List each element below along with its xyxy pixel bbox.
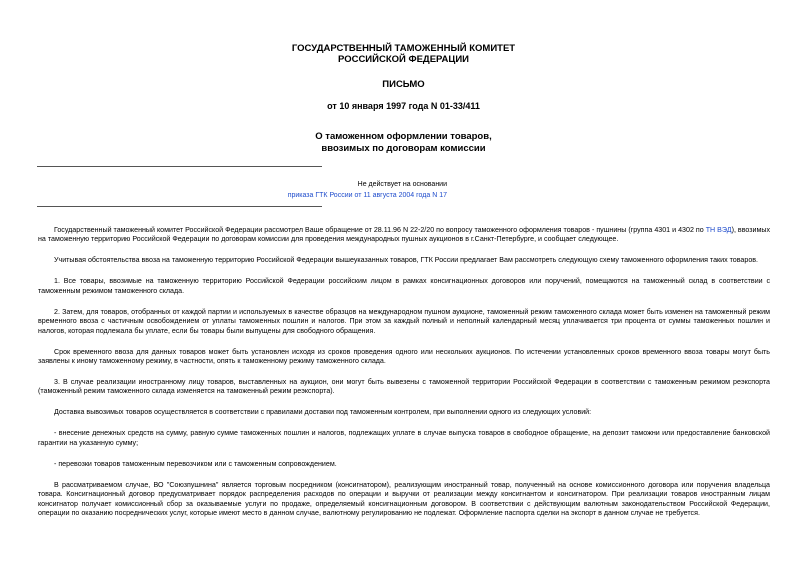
paragraph-intro-text: Государственный таможенный комитет Российской Федерации рассмотрел Ваше обращение от 28.11.96 N 22-2/20 по вопросу таможенного оформления товаров - пушнины (группа 4301 и 4302 по <box>54 226 706 234</box>
status-text: Не действует на основании <box>357 181 447 188</box>
paragraph-intro <box>38 226 770 245</box>
paragraph-temporary-import: Срок временного ввоза для данных товаров может быть установлен исходя из сроков проведения одного или нескольких аукционов. По истечении установленных сроков временного ввоза товары могут быть заявлены к иному таможенному режиму, в частности, опять к таможенному режиму таможенного склада. <box>38 347 770 366</box>
document-subject <box>0 131 807 154</box>
tn-ved-link[interactable]: ТН ВЭД <box>705 226 732 234</box>
subject-line-2: ввозимых по договорам комиссии <box>321 142 486 154</box>
divider-top <box>37 166 322 167</box>
paragraph-item-2: 2. Затем, для товаров, отобранных от каждой партии и используемых в качестве образцов на международном пушном аукционе, таможенный режим таможенного склада может быть изменен на таможенный режим временного ввоза с частичным освобождением от уплаты таможенных пошлин и налогов. При этом за каждый полный и неполный календарный месяц уплачивается три процента от суммы таможенных пошлин и налогов, которая подлежала бы уплате, если бы товары были выпущены для свободного обращения. <box>38 307 770 335</box>
paragraph-scheme: Учитывая обстоятельства ввоза на таможенную территорию Российской Федерации вышеуказанных товаров, ГТК России предлагает Вам рассмотреть следующую схему таможенного оформления таких товаров. <box>54 256 759 265</box>
document-type: ПИСЬМО <box>382 79 425 90</box>
issuer-line-1: ГОСУДАРСТВЕННЫЙ ТАМОЖЕННЫЙ КОМИТЕТ <box>291 43 516 54</box>
letter-body <box>38 226 770 530</box>
paragraph-condition-carrier: - перевозки товаров таможенным перевозчиком или с таможенным сопровождением. <box>54 459 337 468</box>
paragraph-condition-deposit: - внесение денежных средств на сумму, равную сумме таможенных пошлин и налогов, подлежащих уплате в случае выпуска товаров в свободное обращение, на депозит таможни или предоставление банковской гарантии на указанную сумму; <box>38 429 770 447</box>
paragraph-delivery: Доставка вывозимых товаров осуществляется в соответствии с правилами доставки под таможенным контролем, при выполнении одного из следующих условий: <box>54 408 592 417</box>
paragraph-item-3: 3. В случае реализации иностранному лицу товаров, выставленных на аукцион, они могут быть вывезены с таможенной территории Российской Федерации в соответствии с таможенным режимом реэкспорта (таможенный режим таможенного склада изменяется на таможенный режим реэкспорта). <box>38 378 770 396</box>
paragraph-intro-text-end: ), ввозимых на таможенную территорию Российской Федерации по договорам комиссии для проведения международных пушных аукционов в г.Санкт-Петербурге, и сообщает следующее. <box>38 226 770 244</box>
issuer-title <box>0 44 807 65</box>
divider-bottom <box>37 206 322 207</box>
document-date-number: от 10 января 1997 года N 01-33/411 <box>327 101 480 111</box>
document-status <box>37 180 447 201</box>
issuer-line-2: РОССИЙСКОЙ ФЕДЕРАЦИИ <box>337 53 469 65</box>
status-order-link[interactable]: приказа ГТК России от 11 августа 2004 года N 17 <box>287 191 447 199</box>
subject-line-1: О таможенном оформлении товаров, <box>315 131 492 142</box>
paragraph-consignment: В рассматриваемом случае, ВО "Союзпушнина" является торговым посредником (консигнатором), реализующим иностранный товар, полученный на основе комиссионного договора или поручения владельца товара. Консигнационный договор предусматривает порядок распределения расходов по операции и выручки от реализации между консигнантом и консигнатором. При реализации товаров иностранным лицам консигнатор получает комиссионный сбор за оказываемые услуги по продаже, определяемый консигнационным договором. В соответствии с действующим валютным законодательством Российской Федерации, операции по оказанию посреднических услуг, которые имеют место в данном случае, валютному регулированию не подлежат. Оформление паспорта сделки на экспорт в данном случае не требуется. <box>38 480 770 518</box>
paragraph-item-1: 1. Все товары, ввозимые на таможенную территорию Российской Федерации российским лицом в рамках консигнационных договоров или поручений, помещаются на таможенный склад в соответствии с таможенным режимом таможенного склада. <box>38 277 770 295</box>
